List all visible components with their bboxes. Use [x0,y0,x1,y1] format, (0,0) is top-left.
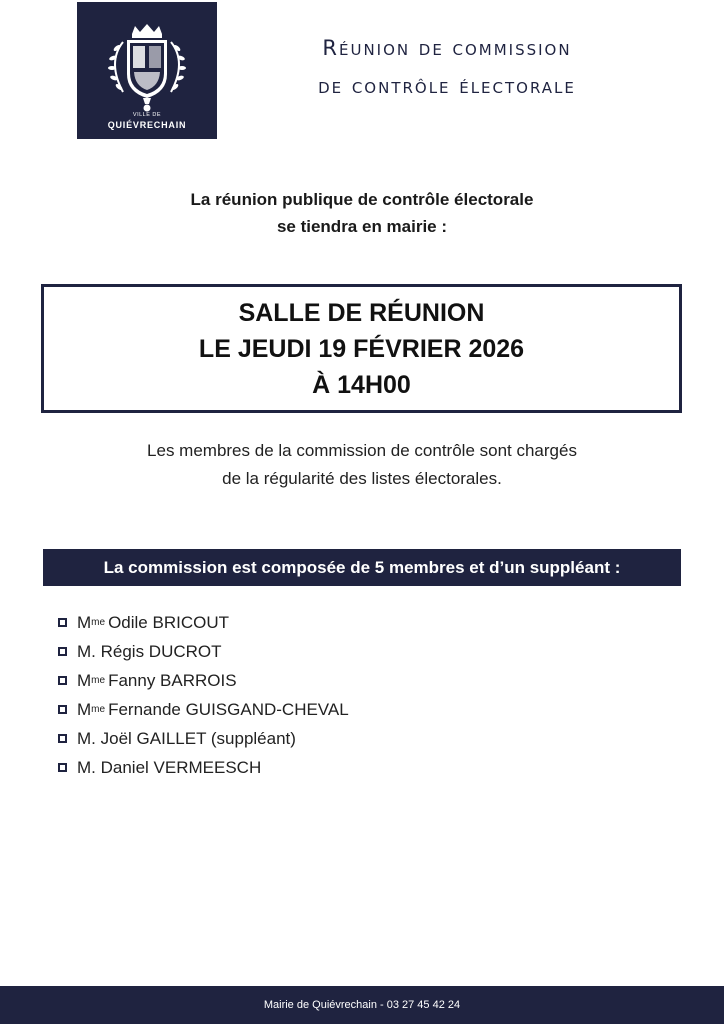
intro-line-1: La réunion publique de contrôle électorale [190,190,534,209]
intro-line-2: se tiendra en mairie : [276,217,448,236]
logo-subtitle: VILLE DE [132,112,162,118]
member-name: Odile BRICOUT [108,612,229,632]
meeting-date: LE JEUDI 19 FÉVRIER 2026 [198,335,525,363]
logo-city-name: QUIÉVRECHAIN [107,120,187,130]
square-bullet-icon [58,618,67,627]
footer-contact: Mairie de Quiévrechain - 03 27 45 42 24 [0,986,724,1024]
list-item: M me Odile BRICOUT [58,608,349,637]
square-bullet-icon [58,734,67,743]
member-prefix: M. [77,757,96,777]
member-name: Daniel VERMEESCH [100,757,262,777]
description-line-1: Les membres de la commission de contrôle sont chargés [147,441,577,460]
member-list [58,608,349,782]
member-name: Régis DUCROT [100,641,222,661]
list-item [58,753,349,782]
page-title-line-2: de contrôle électorale [318,74,576,98]
list-item [58,637,349,666]
meeting-time: À 14H00 [312,371,411,399]
square-bullet-icon [58,705,67,714]
member-prefix: M. [77,641,96,661]
commission-banner: La commission est composée de 5 membres et d’un suppléant : [43,549,681,586]
meeting-info-box [41,284,682,413]
description-line-2: de la régularité des listes électorales. [222,469,502,488]
square-bullet-icon [58,647,67,656]
member-name: Fernande GUISGAND-CHEVAL [108,699,349,719]
city-logo [77,2,217,139]
member-prefix: M [77,612,92,632]
list-item [58,724,349,753]
list-item: M me Fanny BARROIS [58,666,349,695]
member-name: Fanny BARROIS [108,670,237,690]
square-bullet-icon [58,676,67,685]
member-name: Joël GAILLET (suppléant) [100,728,296,748]
square-bullet-icon [58,763,67,772]
coat-of-arms-icon [77,2,217,139]
meeting-room: SALLE DE RÉUNION [238,299,485,327]
member-prefix: M [77,670,92,690]
page-title-line-1: Réunion de commission [322,36,572,60]
member-prefix: M [77,699,92,719]
list-item: M me Fernande GUISGAND-CHEVAL [58,695,349,724]
member-prefix: M. [77,728,96,748]
